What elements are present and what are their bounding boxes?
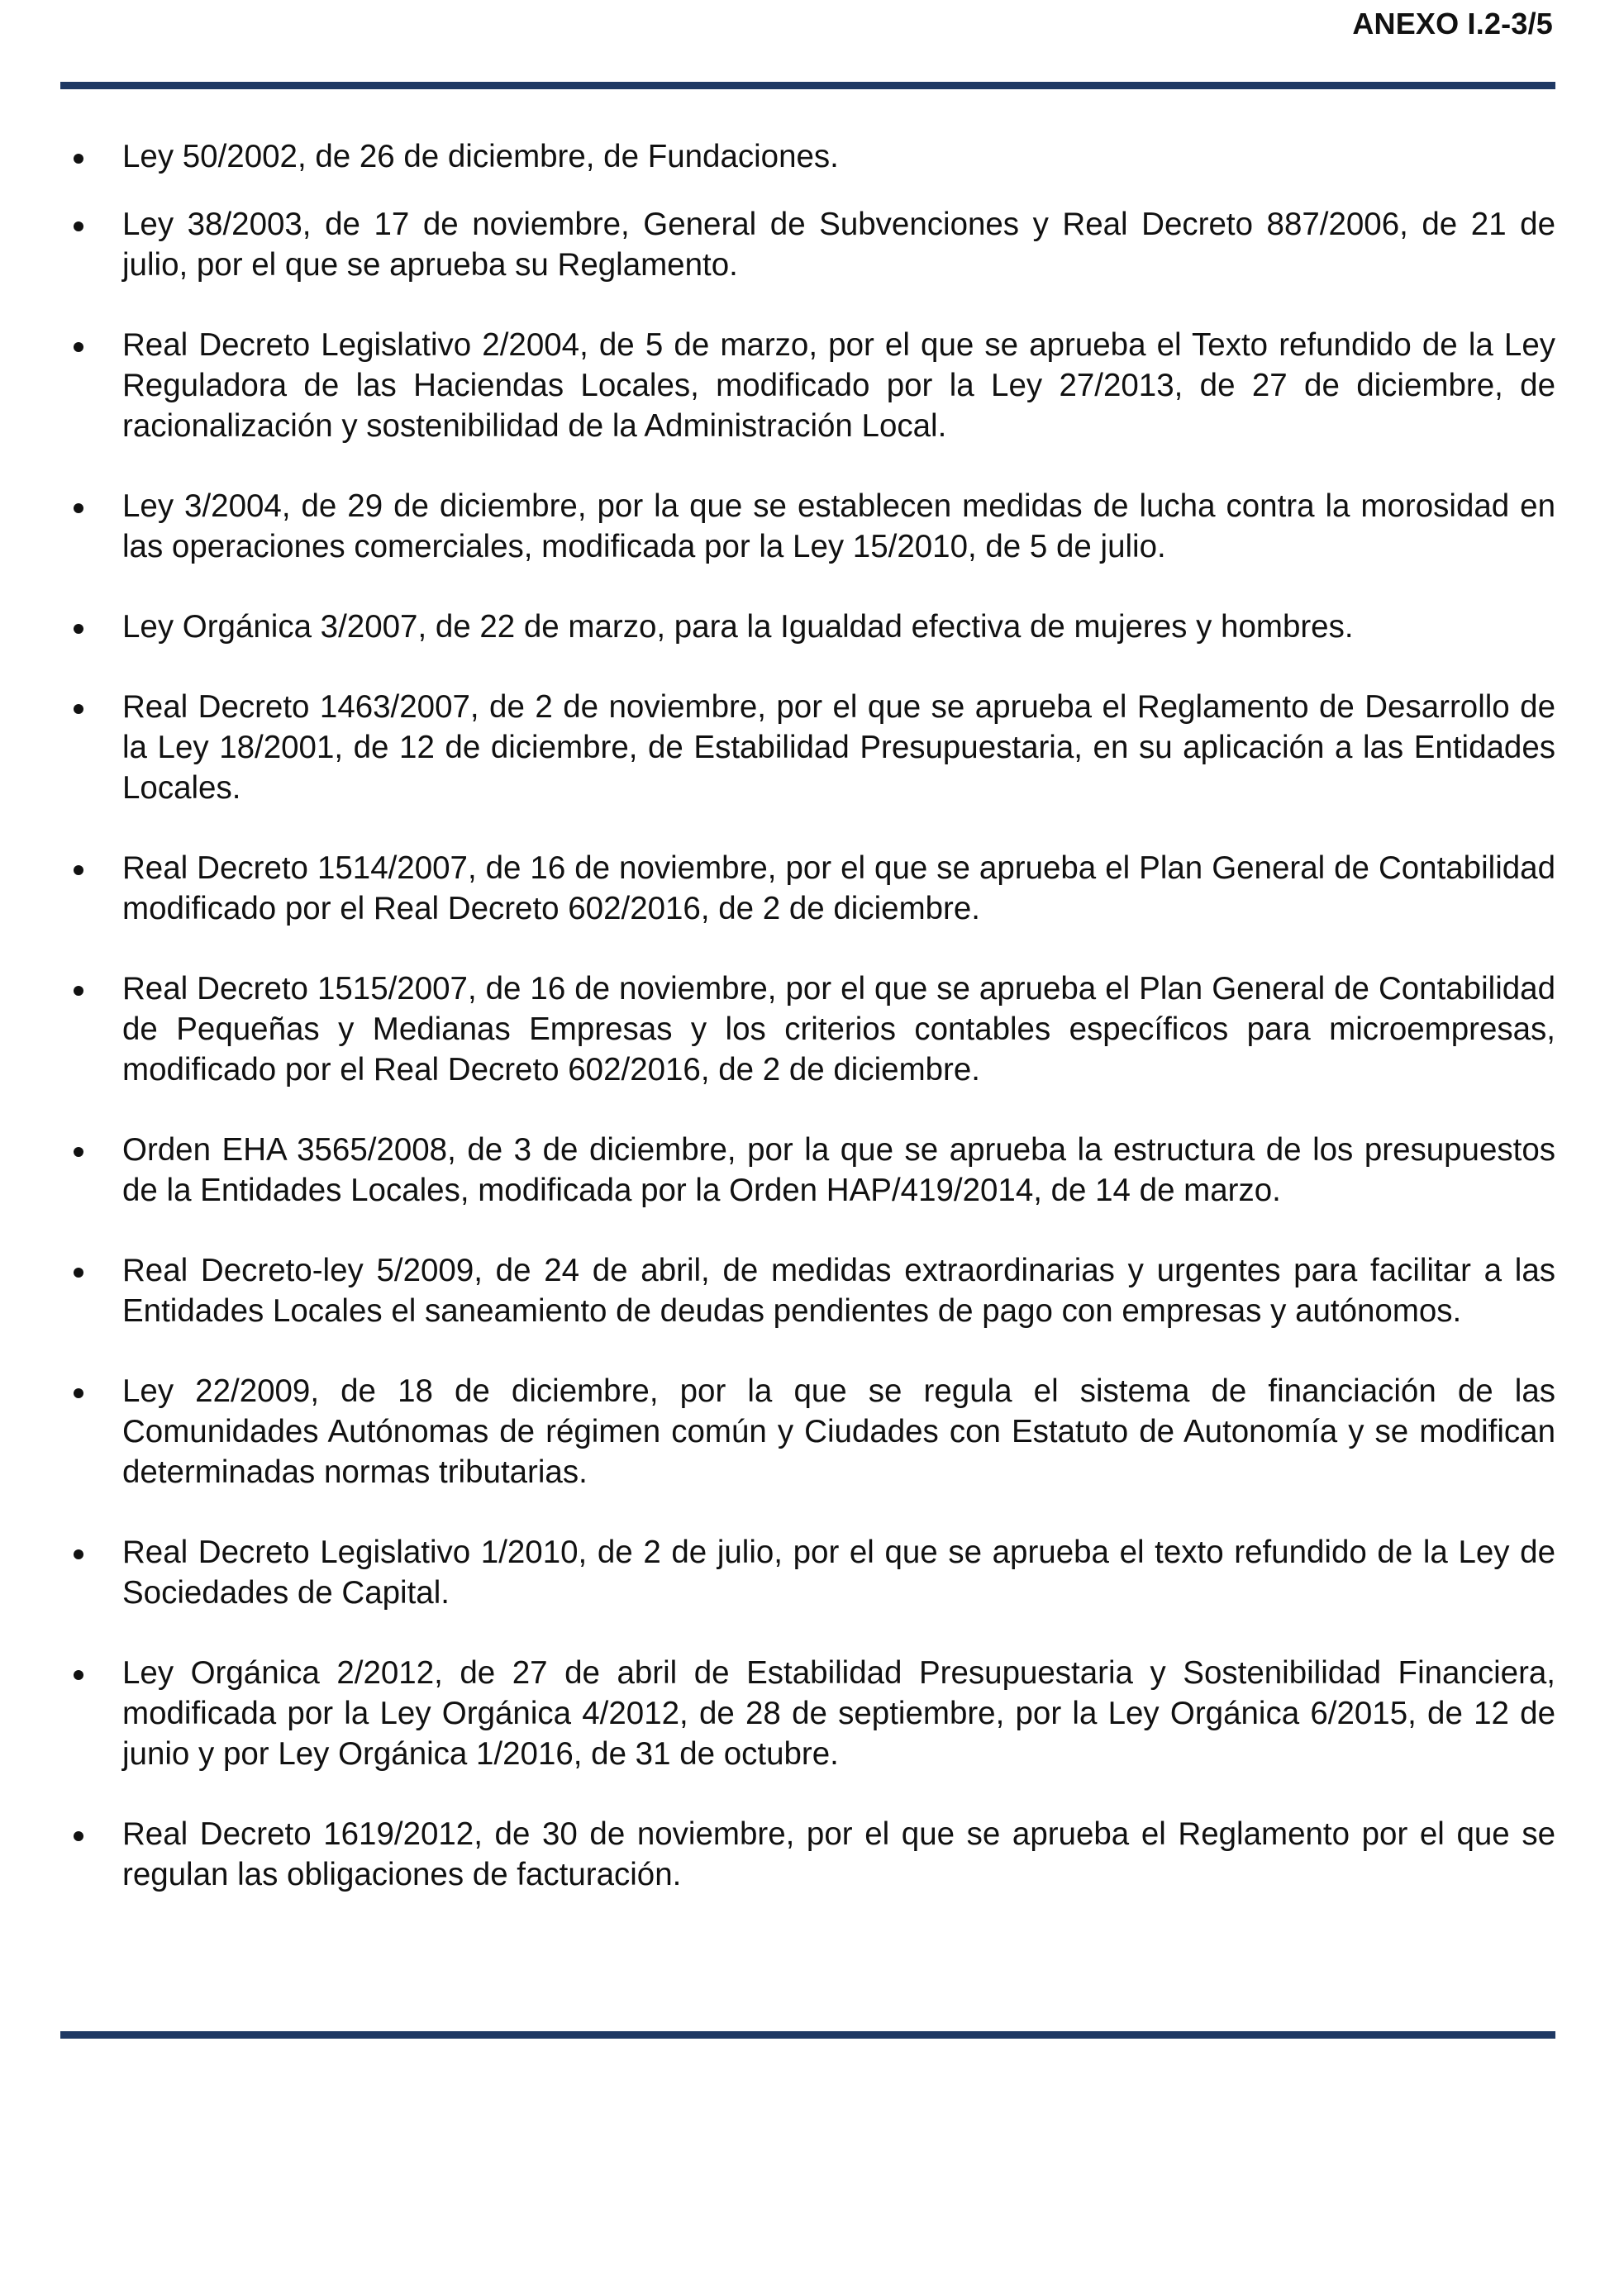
list-item bbox=[60, 1371, 1555, 1492]
law-text: Ley 38/2003, de 17 de noviembre, General de Subvenciones y Real Decreto 887/2006, de 21 de julio, por el que se aprueba su Reglamento. bbox=[122, 207, 1555, 283]
bullet-icon bbox=[74, 986, 83, 996]
list-item bbox=[60, 1814, 1555, 1895]
legislation-list bbox=[60, 136, 1555, 1935]
bullet-icon bbox=[74, 1831, 83, 1841]
list-item bbox=[60, 969, 1555, 1090]
law-text: Ley Orgánica 2/2012, de 27 de abril de Estabilidad Presupuestaria y Sostenibilidad Financiera, modificada por la Ley Orgánica 4/2012, de 28 de septiembre, por la Ley Orgánica 6/2015, de 12 de junio y por Ley Orgánica 1/2016, de 31 de octubre. bbox=[122, 1655, 1555, 1772]
list-item bbox=[60, 136, 1555, 177]
law-text: Ley 3/2004, de 29 de diciembre, por la que se establecen medidas de lucha contra la morosidad en las operaciones comerciales, modificada por la Ley 15/2010, de 5 de julio. bbox=[122, 488, 1555, 564]
bullet-icon bbox=[74, 704, 83, 714]
annex-page-label: ANEXO I.2-3/5 bbox=[1352, 7, 1553, 40]
law-text: Real Decreto 1515/2007, de 16 de noviembre, por el que se aprueba el Plan General de Contabilidad de Pequeñas y Medianas Empresas y los criterios contables específicos para microempresas, modificado por el Real Decreto 602/2016, de 2 de diciembre. bbox=[122, 971, 1555, 1088]
bullet-icon bbox=[74, 1670, 83, 1680]
list-item bbox=[60, 607, 1555, 647]
law-text: Real Decreto Legislativo 1/2010, de 2 de julio, por el que se aprueba el texto refundido de la Ley de Sociedades de Capital. bbox=[122, 1535, 1555, 1611]
bullet-icon bbox=[74, 624, 83, 634]
list-item bbox=[60, 1250, 1555, 1331]
bullet-icon bbox=[74, 1147, 83, 1157]
law-text: Real Decreto-ley 5/2009, de 24 de abril, de medidas extraordinarias y urgentes para facilitar a las Entidades Locales el saneamiento de deudas pendientes de pago con empresas y autónomos. bbox=[122, 1253, 1555, 1329]
bullet-icon bbox=[74, 503, 83, 513]
list-item bbox=[60, 204, 1555, 285]
list-item bbox=[60, 1653, 1555, 1774]
bullet-icon bbox=[74, 1549, 83, 1559]
law-text: Real Decreto 1514/2007, de 16 de noviembre, por el que se aprueba el Plan General de Contabilidad modificado por el Real Decreto 602/2016, de 2 de diciembre. bbox=[122, 850, 1555, 926]
law-text: Ley 22/2009, de 18 de diciembre, por la que se regula el sistema de financiación de las Comunidades Autónomas de régimen común y Ciudades con Estatuto de Autonomía y se modifican determinadas normas tributarias. bbox=[122, 1373, 1555, 1490]
law-text: Ley Orgánica 3/2007, de 22 de marzo, para la Igualdad efectiva de mujeres y hombres. bbox=[122, 609, 1354, 645]
law-text: Real Decreto Legislativo 2/2004, de 5 de marzo, por el que se aprueba el Texto refundido de la Ley Reguladora de las Haciendas Locales, modificado por la Ley 27/2013, de 27 de diciembre, de racionalización y sostenibilidad de la Administración Local. bbox=[122, 327, 1555, 444]
list-item bbox=[60, 1532, 1555, 1613]
bottom-divider bbox=[60, 2031, 1555, 2039]
law-text: Orden EHA 3565/2008, de 3 de diciembre, por la que se aprueba la estructura de los presupuestos de la Entidades Locales, modificada por la Orden HAP/419/2014, de 14 de marzo. bbox=[122, 1132, 1555, 1208]
bullet-icon bbox=[74, 1268, 83, 1278]
law-text: Ley 50/2002, de 26 de diciembre, de Fundaciones. bbox=[122, 139, 839, 174]
law-text: Real Decreto 1619/2012, de 30 de noviembre, por el que se aprueba el Reglamento por el que se regulan las obligaciones de facturación. bbox=[122, 1816, 1555, 1892]
bullet-icon bbox=[74, 865, 83, 875]
top-divider bbox=[60, 82, 1555, 89]
law-text: Real Decreto 1463/2007, de 2 de noviembre, por el que se aprueba el Reglamento de Desarrollo de la Ley 18/2001, de 12 de diciembre, de Estabilidad Presupuestaria, en su aplicación a las Entidades Locales. bbox=[122, 689, 1555, 806]
list-item bbox=[60, 325, 1555, 446]
bullet-icon bbox=[74, 1388, 83, 1398]
list-item bbox=[60, 1130, 1555, 1211]
bullet-icon bbox=[74, 342, 83, 352]
list-item bbox=[60, 687, 1555, 808]
bullet-icon bbox=[74, 154, 83, 164]
list-item bbox=[60, 486, 1555, 567]
list-item bbox=[60, 848, 1555, 929]
bullet-icon bbox=[74, 221, 83, 231]
